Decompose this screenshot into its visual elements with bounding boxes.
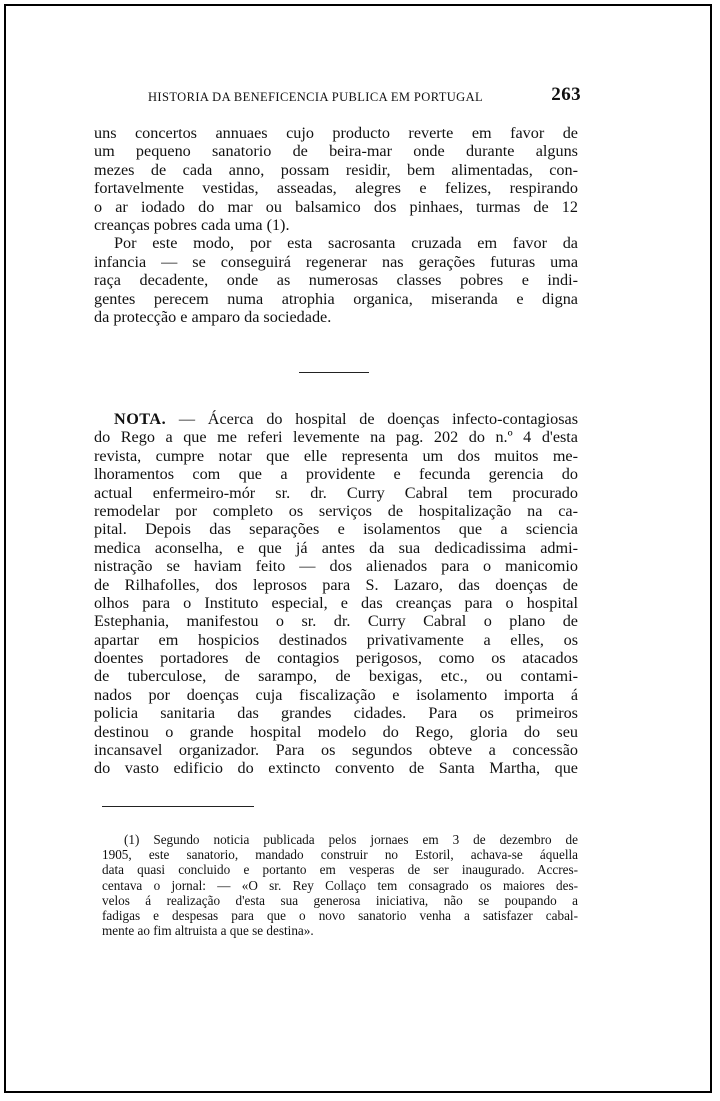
note-section	[94, 410, 578, 778]
footnote-line: (1) Segundo noticia publicada pelos jornaes em 3 de dezembro de	[124, 832, 578, 847]
text-line: olhos para o Instituto especial, e das creanças para o hospital	[94, 593, 578, 612]
footnote-line: mente ao fim altruista a que se destina».	[102, 923, 314, 939]
section-divider	[299, 372, 369, 373]
text-line: doentes portadores de contagios perigosos, como os atacados	[94, 649, 578, 668]
text-line: policia sanitaria das grandes cidades. Para os primeiros	[94, 704, 578, 723]
text-line: fortavelmente vestidas, asseadas, alegres e felizes, respirando	[94, 179, 578, 198]
text-line: creanças pobres cada uma (1).	[94, 215, 290, 234]
text-line: medica aconselha, e que já antes da sua dedicadissima admi-	[94, 538, 578, 557]
footnote-rule	[102, 806, 254, 807]
text-line: destinou o grande hospital modelo do Rego, gloria do seu	[94, 722, 578, 741]
text-line: Estephania, manifestou o sr. dr. Curry Cabral o plano de	[94, 612, 578, 631]
footnote-line: velos á realização d'esta sua generosa iniciativa, não se poupando a	[102, 892, 578, 908]
running-title: HISTORIA DA BENEFICENCIA PUBLICA EM PORTUGAL	[148, 90, 484, 104]
text-line: nados por doenças cuja fiscalização e isolamento importa á	[94, 685, 578, 704]
text-line: o ar iodado do mar ou balsamico dos pinhaes, turmas de 12	[94, 197, 578, 216]
text-line: uns concertos annuaes cujo producto reverte em favor de	[94, 124, 578, 142]
main-text	[94, 124, 578, 326]
text-line: nistração se haviam feito — dos alienados para o manicomio	[94, 557, 578, 576]
text-line: revista, cumpre notar que elle representa um dos muitos me-	[94, 446, 578, 465]
text-line: remodelar por completo os serviços de hospitalização na ca-	[94, 501, 578, 520]
text-line: lhoramentos com que a providente e fecunda gerencia do	[94, 465, 578, 484]
text-line: Por este modo, por esta sacrosanta cruzada em favor da	[114, 234, 578, 253]
footnote-line: fadigas e despesas para que o novo sanatorio venha a satisfazer cabal-	[102, 907, 578, 923]
text-line: incansavel organizador. Para os segundos obteve a concessão	[94, 741, 578, 760]
text-line: de Rilhafolles, dos leprosos para S. Lazaro, das doenças de	[94, 575, 578, 594]
footnote	[102, 832, 578, 938]
text-line: de tuberculose, de sarampo, de bexigas, etc., ou contami-	[94, 667, 578, 686]
text-line: do vasto edificio do extincto convento de Santa Martha, que	[94, 759, 578, 778]
text-line: infancia — se conseguirá regenerar nas gerações futuras uma	[94, 252, 578, 271]
footnote-line: centava o jornal: — «O sr. Rey Collaço tem consagrado os maiores des-	[102, 877, 578, 893]
text-line: actual enfermeiro-mór sr. dr. Curry Cabral tem procurado	[94, 483, 578, 502]
text-line: da protecção e amparo da sociedade.	[94, 307, 332, 326]
book-page	[94, 0, 594, 1101]
footnote-line: 1905, este sanatorio, mandado construir no Estoril, achava-se áquella	[102, 847, 578, 863]
text-line: raça decadente, onde as numerosas classes pobres e indi-	[94, 271, 578, 290]
text-line: um pequeno sanatorio de beira-mar onde durante alguns	[94, 142, 578, 161]
text-line: pital. Depois das separações e isolamentos que a sciencia	[94, 520, 578, 539]
note-first-line	[94, 410, 578, 428]
page-number: 263	[551, 84, 581, 105]
note-first-line-text: — Ácerca do hospital de doenças infecto-contagiosas	[166, 410, 578, 428]
text-line: apartar em hospicios destinados privativamente a elles, os	[94, 630, 578, 649]
text-line: mezes de cada anno, possam residir, bem alimentadas, con-	[94, 160, 578, 179]
footnote-line: data quasi concluido e portanto em vesperas de ser inaugurado. Accres-	[102, 862, 578, 878]
note-label: NOTA.	[114, 410, 167, 428]
text-line: gentes perecem numa atrophia organica, miseranda e digna	[94, 289, 578, 308]
text-line: do Rego a que me referi levemente na pag. 202 do n.º 4 d'esta	[94, 428, 578, 447]
